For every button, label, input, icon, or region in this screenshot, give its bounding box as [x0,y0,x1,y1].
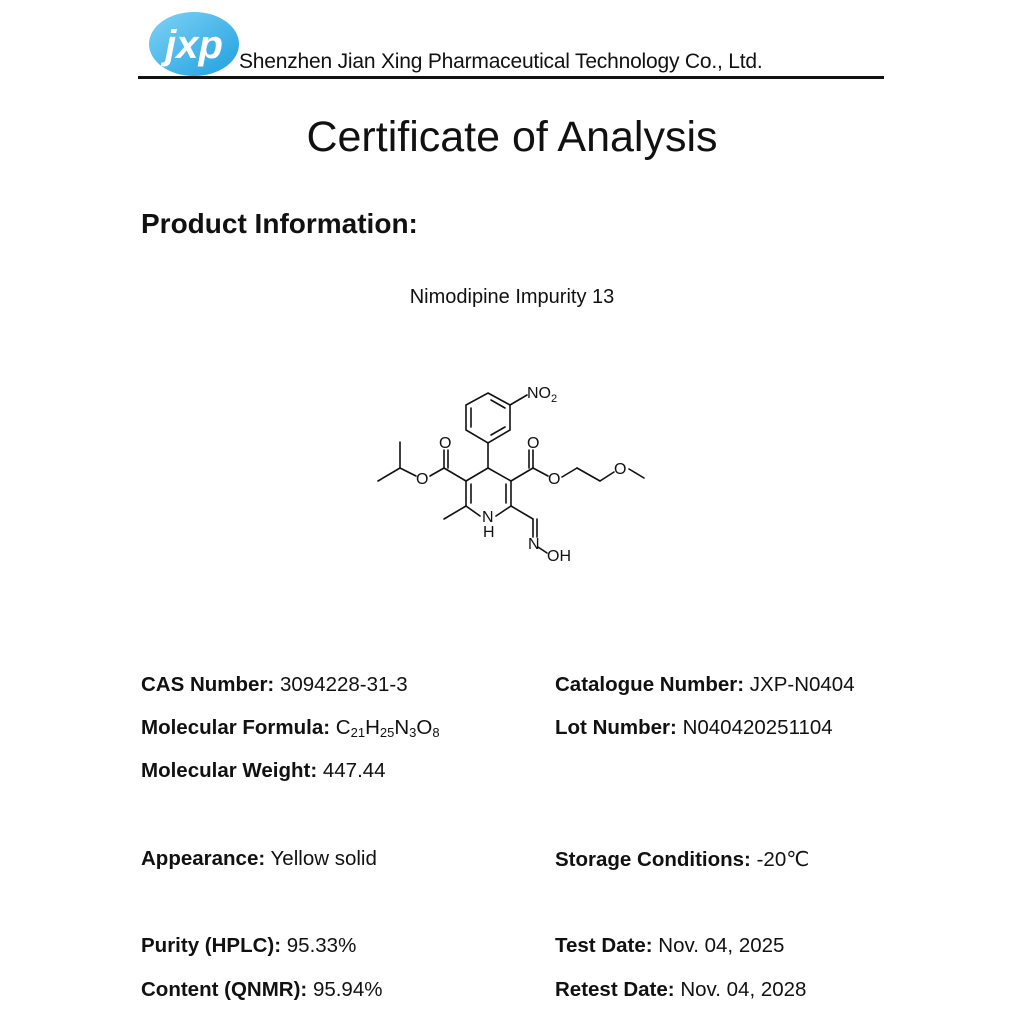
appearance-value: Yellow solid [270,847,377,870]
retest-date [555,978,806,1002]
product-name: Nimodipine Impurity 13 [409,286,615,308]
content-value: 95.94% [312,978,383,1001]
molecular-formula [141,716,440,740]
content-label: Content (QNMR): [141,978,308,1001]
test-date-value: Nov. 04, 2025 [658,934,785,957]
company-name: Shenzhen Jian Xing Pharmaceutical Technology Co., Ltd. [239,50,763,73]
atom-n: N [528,536,540,553]
appearance [141,847,377,871]
page-title: Certificate of Analysis [306,113,718,161]
storage-value: -20℃ [756,848,810,871]
header-divider [138,76,884,79]
nitro-label: $NO_2$ [527,385,558,405]
lot-number [555,716,833,740]
lot-value: N040420251104 [682,716,833,739]
appearance-label: Appearance: [141,847,266,870]
formula-value: $C_{21}H_{25}N_3O_8$ [335,716,440,740]
atom-o: O [439,435,452,452]
atom-o: O [614,461,627,478]
section-heading: Product Information: [141,208,418,239]
purity-label: Purity (HPLC): [141,934,282,957]
company-logo [148,10,240,78]
molecular-weight [141,759,386,783]
catalogue-value: JXP-N0404 [749,673,855,696]
catalogue-number [555,673,855,697]
test-date [555,934,784,958]
catalogue-label: Catalogue Number: [555,673,745,696]
purity-value: 95.33% [286,934,357,957]
weight-value: 447.44 [322,759,386,782]
atom-o: O [548,471,561,488]
atom-h: H [483,524,495,541]
cas-label: CAS Number: [141,673,275,696]
atom-o: O [527,435,540,452]
logo-text: jxp [165,23,223,67]
atom-oh: OH [547,548,571,565]
weight-label: Molecular Weight: [141,759,318,782]
test-date-label: Test Date: [555,934,653,957]
lot-label: Lot Number: [555,716,677,739]
storage-conditions [555,847,809,872]
atom-n: N [482,509,494,526]
purity [141,934,356,958]
storage-label: Storage Conditions: [555,848,751,871]
retest-date-label: Retest Date: [555,978,675,1001]
cas-number [141,673,408,697]
content [141,978,382,1002]
retest-date-value: Nov. 04, 2028 [680,978,807,1001]
chemical-structure [360,360,670,580]
formula-label: Molecular Formula: [141,716,331,739]
cas-value: 3094228-31-3 [279,673,408,696]
atom-o: O [416,471,429,488]
